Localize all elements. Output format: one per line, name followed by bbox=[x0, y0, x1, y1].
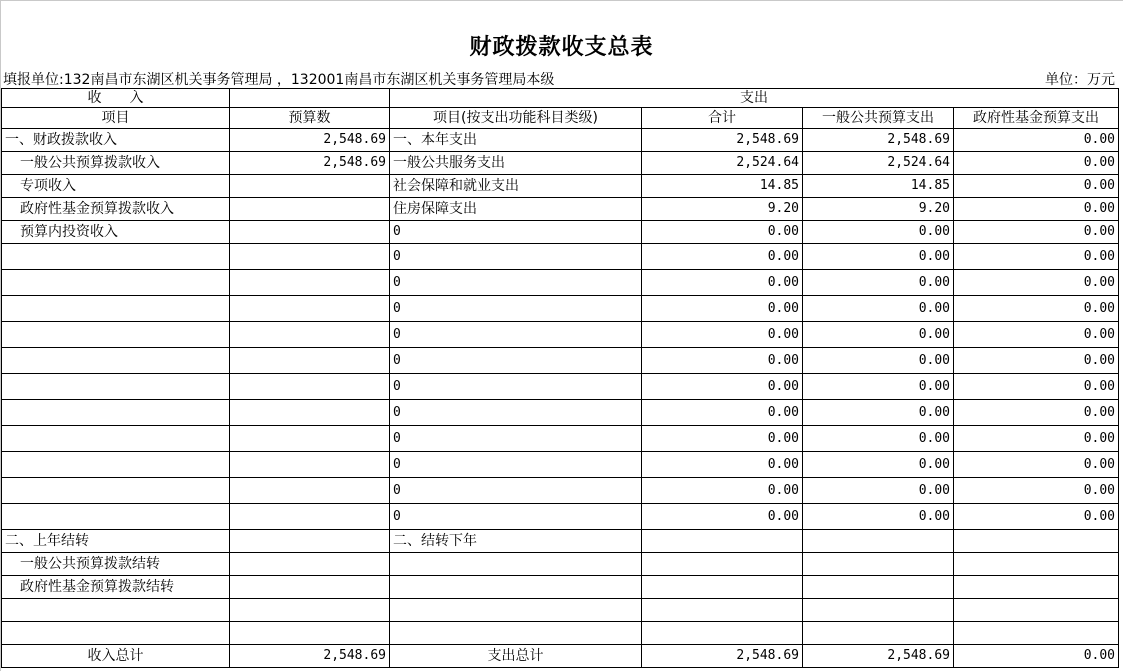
table-row bbox=[2, 129, 1119, 152]
income-amount-cell bbox=[230, 530, 390, 553]
expense-item-cell: 0 bbox=[390, 374, 642, 400]
income-total-label: 收入总计 bbox=[2, 645, 230, 668]
expense-general-cell: 2,548.69 bbox=[803, 129, 954, 152]
header-blank-cell bbox=[230, 89, 390, 108]
expense-general-cell: 0.00 bbox=[803, 296, 954, 322]
table-row bbox=[2, 296, 1119, 322]
expense-total-cell: 0.00 bbox=[642, 478, 803, 504]
expense-total-cell: 0.00 bbox=[642, 400, 803, 426]
expense-fund-cell bbox=[954, 530, 1119, 553]
income-amount-cell bbox=[230, 348, 390, 374]
expense-fund-cell: 0.00 bbox=[954, 374, 1119, 400]
expense-total-sum: 2,548.69 bbox=[642, 645, 803, 668]
income-amount-cell bbox=[230, 270, 390, 296]
expense-item-cell bbox=[390, 553, 642, 576]
income-amount-cell: 2,548.69 bbox=[230, 152, 390, 175]
table-row bbox=[2, 599, 1119, 622]
income-amount-cell bbox=[230, 599, 390, 622]
expense-fund-cell: 0.00 bbox=[954, 426, 1119, 452]
expense-item-cell: 住房保障支出 bbox=[390, 198, 642, 221]
expense-item-cell: 0 bbox=[390, 426, 642, 452]
filing-unit: 填报单位:132南昌市东湖区机关事务管理局 ，132001南昌市东湖区机关事务管理局本级 bbox=[3, 72, 555, 88]
income-amount-cell bbox=[230, 478, 390, 504]
expense-total-label: 支出总计 bbox=[390, 645, 642, 668]
expense-general-cell: 0.00 bbox=[803, 400, 954, 426]
col-header-budget: 预算数 bbox=[230, 108, 390, 129]
expense-fund-cell: 0.00 bbox=[954, 221, 1119, 244]
expense-general-cell: 0.00 bbox=[803, 374, 954, 400]
income-amount-cell bbox=[230, 622, 390, 645]
expense-total-cell: 0.00 bbox=[642, 348, 803, 374]
income-item-cell: 一般公共预算拨款结转 bbox=[2, 553, 230, 576]
table-row bbox=[2, 244, 1119, 270]
expense-item-cell: 社会保障和就业支出 bbox=[390, 175, 642, 198]
expense-fund-cell: 0.00 bbox=[954, 322, 1119, 348]
finance-table bbox=[1, 88, 1119, 668]
table-row bbox=[2, 504, 1119, 530]
income-amount-cell bbox=[230, 198, 390, 221]
table-row bbox=[2, 322, 1119, 348]
expense-general-cell: 9.20 bbox=[803, 198, 954, 221]
expense-general-cell: 0.00 bbox=[803, 426, 954, 452]
expense-fund-cell bbox=[954, 553, 1119, 576]
income-group-header: 收 入 bbox=[2, 89, 230, 108]
table-row bbox=[2, 152, 1119, 175]
table-row bbox=[2, 576, 1119, 599]
expense-item-cell: 二、结转下年 bbox=[390, 530, 642, 553]
col-header-item: 项目 bbox=[2, 108, 230, 129]
income-item-cell bbox=[2, 400, 230, 426]
income-amount-cell bbox=[230, 452, 390, 478]
expense-fund-cell: 0.00 bbox=[954, 152, 1119, 175]
expense-general-cell: 14.85 bbox=[803, 175, 954, 198]
income-amount-cell bbox=[230, 244, 390, 270]
expense-total-cell: 0.00 bbox=[642, 221, 803, 244]
expense-general-cell bbox=[803, 576, 954, 599]
income-item-cell: 政府性基金预算拨款结转 bbox=[2, 576, 230, 599]
expense-item-cell: 0 bbox=[390, 221, 642, 244]
table-row bbox=[2, 426, 1119, 452]
expense-general-cell: 0.00 bbox=[803, 322, 954, 348]
income-item-cell: 政府性基金预算拨款收入 bbox=[2, 198, 230, 221]
expense-fund-cell: 0.00 bbox=[954, 400, 1119, 426]
expense-item-cell: 一般公共服务支出 bbox=[390, 152, 642, 175]
expense-item-cell: 0 bbox=[390, 270, 642, 296]
expense-total-cell: 14.85 bbox=[642, 175, 803, 198]
expense-total-cell: 0.00 bbox=[642, 374, 803, 400]
income-item-cell bbox=[2, 622, 230, 645]
expense-group-header: 支出 bbox=[390, 89, 1119, 108]
income-item-cell bbox=[2, 374, 230, 400]
expense-total-general: 2,548.69 bbox=[803, 645, 954, 668]
sheet-top-border bbox=[0, 0, 1123, 1]
expense-general-cell bbox=[803, 553, 954, 576]
table-row bbox=[2, 348, 1119, 374]
income-item-cell bbox=[2, 296, 230, 322]
income-amount-cell bbox=[230, 175, 390, 198]
income-item-cell: 一般公共预算拨款收入 bbox=[2, 152, 230, 175]
expense-item-cell bbox=[390, 622, 642, 645]
income-item-cell: 一、财政拨款收入 bbox=[2, 129, 230, 152]
income-amount-cell bbox=[230, 322, 390, 348]
income-item-cell bbox=[2, 348, 230, 374]
expense-fund-cell: 0.00 bbox=[954, 198, 1119, 221]
expense-total-cell: 0.00 bbox=[642, 296, 803, 322]
expense-fund-cell: 0.00 bbox=[954, 270, 1119, 296]
table-row bbox=[2, 270, 1119, 296]
col-header-total: 合计 bbox=[642, 108, 803, 129]
expense-item-cell bbox=[390, 599, 642, 622]
expense-fund-cell bbox=[954, 622, 1119, 645]
expense-fund-cell: 0.00 bbox=[954, 296, 1119, 322]
table-row bbox=[2, 553, 1119, 576]
expense-general-cell: 0.00 bbox=[803, 452, 954, 478]
expense-total-cell: 2,524.64 bbox=[642, 152, 803, 175]
expense-total-cell: 0.00 bbox=[642, 322, 803, 348]
expense-total-cell: 0.00 bbox=[642, 244, 803, 270]
col-header-general: 一般公共预算支出 bbox=[803, 108, 954, 129]
expense-item-cell: 0 bbox=[390, 296, 642, 322]
expense-total-cell: 0.00 bbox=[642, 426, 803, 452]
expense-total-cell: 9.20 bbox=[642, 198, 803, 221]
income-item-cell bbox=[2, 322, 230, 348]
income-item-cell bbox=[2, 270, 230, 296]
income-amount-cell bbox=[230, 553, 390, 576]
income-item-cell: 预算内投资收入 bbox=[2, 221, 230, 244]
totals-row bbox=[2, 645, 1119, 668]
income-item-cell bbox=[2, 478, 230, 504]
expense-general-cell: 0.00 bbox=[803, 504, 954, 530]
income-amount-cell bbox=[230, 400, 390, 426]
report-title: 财政拨款收支总表 bbox=[469, 34, 654, 60]
table-row bbox=[2, 221, 1119, 244]
expense-fund-cell: 0.00 bbox=[954, 478, 1119, 504]
expense-fund-cell: 0.00 bbox=[954, 348, 1119, 374]
expense-fund-cell: 0.00 bbox=[954, 452, 1119, 478]
expense-general-cell: 0.00 bbox=[803, 478, 954, 504]
income-item-cell bbox=[2, 504, 230, 530]
table-row bbox=[2, 478, 1119, 504]
expense-general-cell: 0.00 bbox=[803, 221, 954, 244]
expense-fund-cell: 0.00 bbox=[954, 175, 1119, 198]
table-row bbox=[2, 374, 1119, 400]
income-item-cell bbox=[2, 599, 230, 622]
expense-general-cell: 0.00 bbox=[803, 244, 954, 270]
expense-general-cell bbox=[803, 530, 954, 553]
income-amount-cell bbox=[230, 576, 390, 599]
expense-item-cell: 0 bbox=[390, 400, 642, 426]
income-amount-cell bbox=[230, 221, 390, 244]
expense-total-cell: 0.00 bbox=[642, 452, 803, 478]
expense-total-cell: 0.00 bbox=[642, 504, 803, 530]
income-item-cell: 专项收入 bbox=[2, 175, 230, 198]
income-item-cell: 二、上年结转 bbox=[2, 530, 230, 553]
expense-item-cell: 0 bbox=[390, 322, 642, 348]
income-amount-cell bbox=[230, 426, 390, 452]
expense-item-cell: 0 bbox=[390, 348, 642, 374]
header-row-1 bbox=[2, 89, 1119, 108]
income-amount-cell bbox=[230, 504, 390, 530]
income-item-cell bbox=[2, 426, 230, 452]
expense-general-cell: 0.00 bbox=[803, 348, 954, 374]
expense-total-cell bbox=[642, 530, 803, 553]
col-header-item-func: 项目(按支出功能科目类级) bbox=[390, 108, 642, 129]
expense-fund-cell: 0.00 bbox=[954, 129, 1119, 152]
income-total-amount: 2,548.69 bbox=[230, 645, 390, 668]
expense-general-cell bbox=[803, 622, 954, 645]
income-item-cell bbox=[2, 244, 230, 270]
expense-fund-cell bbox=[954, 599, 1119, 622]
income-amount-cell bbox=[230, 296, 390, 322]
expense-general-cell bbox=[803, 599, 954, 622]
expense-total-cell bbox=[642, 599, 803, 622]
header-row-2 bbox=[2, 108, 1119, 129]
expense-item-cell: 0 bbox=[390, 452, 642, 478]
expense-item-cell: 一、本年支出 bbox=[390, 129, 642, 152]
table-row bbox=[2, 175, 1119, 198]
income-item-cell bbox=[2, 452, 230, 478]
expense-item-cell bbox=[390, 576, 642, 599]
expense-fund-cell: 0.00 bbox=[954, 504, 1119, 530]
income-amount-cell: 2,548.69 bbox=[230, 129, 390, 152]
table-row bbox=[2, 452, 1119, 478]
expense-item-cell: 0 bbox=[390, 244, 642, 270]
expense-total-fund: 0.00 bbox=[954, 645, 1119, 668]
table-row bbox=[2, 530, 1119, 553]
income-amount-cell bbox=[230, 374, 390, 400]
expense-total-cell bbox=[642, 553, 803, 576]
col-header-fund: 政府性基金预算支出 bbox=[954, 108, 1119, 129]
table-row bbox=[2, 198, 1119, 221]
table-row bbox=[2, 622, 1119, 645]
expense-item-cell: 0 bbox=[390, 478, 642, 504]
expense-general-cell: 2,524.64 bbox=[803, 152, 954, 175]
expense-total-cell bbox=[642, 576, 803, 599]
expense-total-cell: 0.00 bbox=[642, 270, 803, 296]
expense-total-cell bbox=[642, 622, 803, 645]
currency-unit: 单位：万元 bbox=[1045, 72, 1115, 88]
table-row bbox=[2, 400, 1119, 426]
expense-item-cell: 0 bbox=[390, 504, 642, 530]
expense-total-cell: 2,548.69 bbox=[642, 129, 803, 152]
expense-general-cell: 0.00 bbox=[803, 270, 954, 296]
expense-fund-cell bbox=[954, 576, 1119, 599]
expense-fund-cell: 0.00 bbox=[954, 244, 1119, 270]
